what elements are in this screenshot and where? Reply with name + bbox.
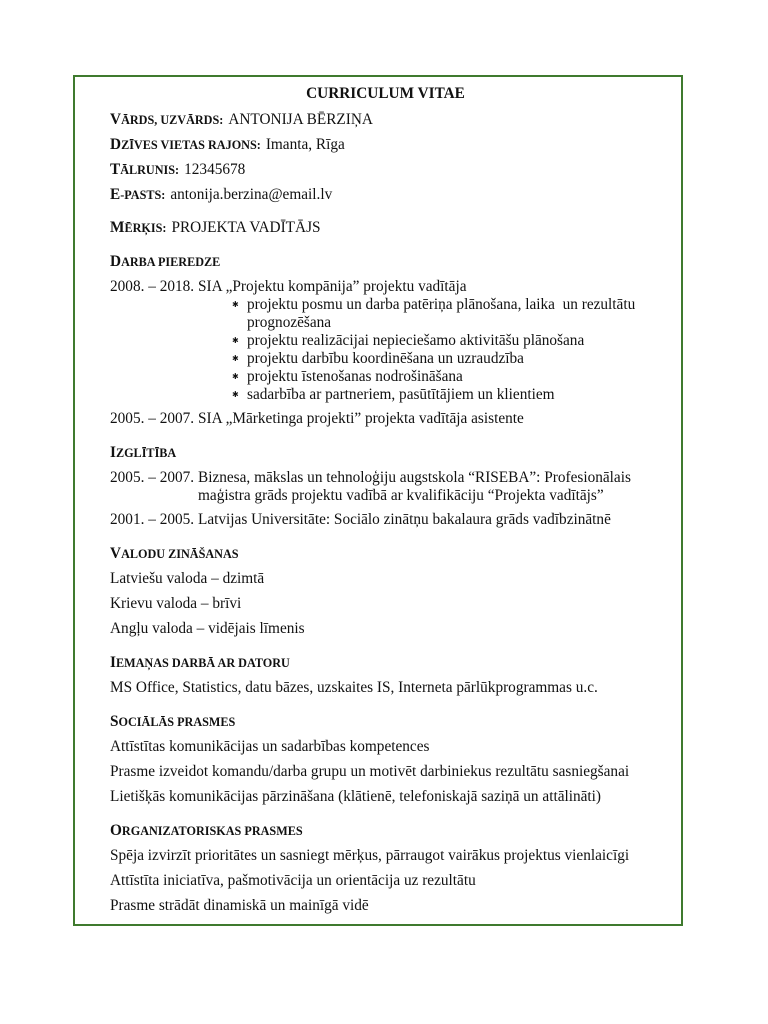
social-skills-heading: SOCIĀLĀS PRASMES <box>110 713 236 730</box>
language-item: Krievu valoda – brīvi <box>110 595 242 612</box>
duty-text: projektu īstenošanas nodrošināšana <box>247 368 463 385</box>
email-row <box>110 186 661 204</box>
duty-text: projektu posmu un darba patēriņa plānošana, laika un rezultātu prognozēšana <box>247 296 640 331</box>
bullet-icon <box>232 368 244 386</box>
education-text: Latvijas Universitāte: Sociālo zinātņu bakalaura grāds vadībzinātnē <box>198 511 611 528</box>
bullet-icon <box>232 296 244 314</box>
education-text: Biznesa, mākslas un tehnoloģiju augstskola “RISEBA”: Profesionālais maģistra grāds projektu vadībā ar kvalifikāciju “Projekta vadītājs” <box>198 469 631 504</box>
duty-item <box>232 350 647 368</box>
computer-skills-heading: IEMAŅAS DARBĀ AR DATORU <box>110 654 290 671</box>
organizational-skills-heading: ORGANIZATORISKAS PRASMES <box>110 822 303 839</box>
phone-row <box>110 161 661 179</box>
language-item: Angļu valoda – vidējais līmenis <box>110 620 305 637</box>
bullet-icon <box>232 386 244 404</box>
social-skill-item: Lietišķās komunikācijas pārzināšana (klātienē, telefoniskajā saziņā un attālināti) <box>110 788 602 805</box>
duty-item <box>232 332 647 350</box>
goal-label: MĒRĶIS: <box>110 219 167 236</box>
phone-label: TĀLRUNIS: <box>110 161 180 178</box>
goal-value: PROJEKTA VADĪTĀJS <box>171 219 321 236</box>
duty-text: sadarbība ar partneriem, pasūtītājiem un klientiem <box>247 386 555 403</box>
duty-item <box>232 296 647 332</box>
name-row <box>110 111 661 129</box>
job-period: 2008. – 2018. <box>110 278 195 295</box>
goal-row <box>110 219 661 237</box>
language-item: Latviešu valoda – dzimtā <box>110 570 265 587</box>
social-skill-item: Attīstītas komunikācijas un sadarbības kompetences <box>110 738 430 755</box>
job-title: SIA „Projektu kompānija” projektu vadītāja <box>198 278 467 295</box>
duty-item <box>232 368 647 386</box>
job-entry <box>110 278 661 296</box>
education-heading: IZGLĪTĪBA <box>110 444 177 461</box>
organizational-skill-item: Attīstīta iniciatīva, pašmotivācija un orientācija uz rezultātu <box>110 872 476 889</box>
duty-item <box>232 386 647 404</box>
residence-value: Imanta, Rīga <box>265 136 345 153</box>
education-period: 2001. – 2005. <box>110 511 195 528</box>
job-period: 2005. – 2007. <box>110 410 195 427</box>
languages-heading: VALODU ZINĀŠANAS <box>110 545 239 562</box>
name-label: VĀRDS, UZVĀRDS: <box>110 111 224 128</box>
cv-frame <box>73 75 683 926</box>
duty-text: projektu darbību koordinēšana un uzraudzība <box>247 350 524 367</box>
email-value: antonija.berzina@email.lv <box>170 186 333 203</box>
phone-value: 12345678 <box>184 161 246 178</box>
education-entry <box>110 469 661 505</box>
residence-row <box>110 136 661 154</box>
email-label: E-PASTS: <box>110 186 166 203</box>
bullet-icon <box>232 350 244 368</box>
job-entry <box>110 410 661 428</box>
computer-skills-item: MS Office, Statistics, datu bāzes, uzskaites IS, Interneta pārlūkprogrammas u.c. <box>110 679 598 696</box>
duty-text: projektu realizācijai nepieciešamo aktivitāšu plānošana <box>247 332 585 349</box>
education-period: 2005. – 2007. <box>110 469 195 486</box>
social-skill-item: Prasme izveidot komandu/darba grupu un motivēt darbiniekus rezultātu sasniegšanai <box>110 763 630 780</box>
residence-label: DZĪVES VIETAS RAJONS: <box>110 136 261 153</box>
organizational-skill-item: Prasme strādāt dinamiskā un mainīgā vidē <box>110 897 369 914</box>
cv-title: CURRICULUM VITAE <box>306 85 465 102</box>
name-value: ANTONIJA BĒRZIŅA <box>228 111 373 128</box>
organizational-skill-item: Spēja izvirzīt prioritātes un sasniegt mērķus, pārraugot vairākus projektus vienlaicīgi <box>110 847 630 864</box>
duty-list <box>232 296 661 404</box>
job-title: SIA „Mārketinga projekti” projekta vadītāja asistente <box>198 410 524 427</box>
experience-heading: DARBA PIEREDZE <box>110 253 221 270</box>
education-entry <box>110 511 661 529</box>
bullet-icon <box>232 332 244 350</box>
